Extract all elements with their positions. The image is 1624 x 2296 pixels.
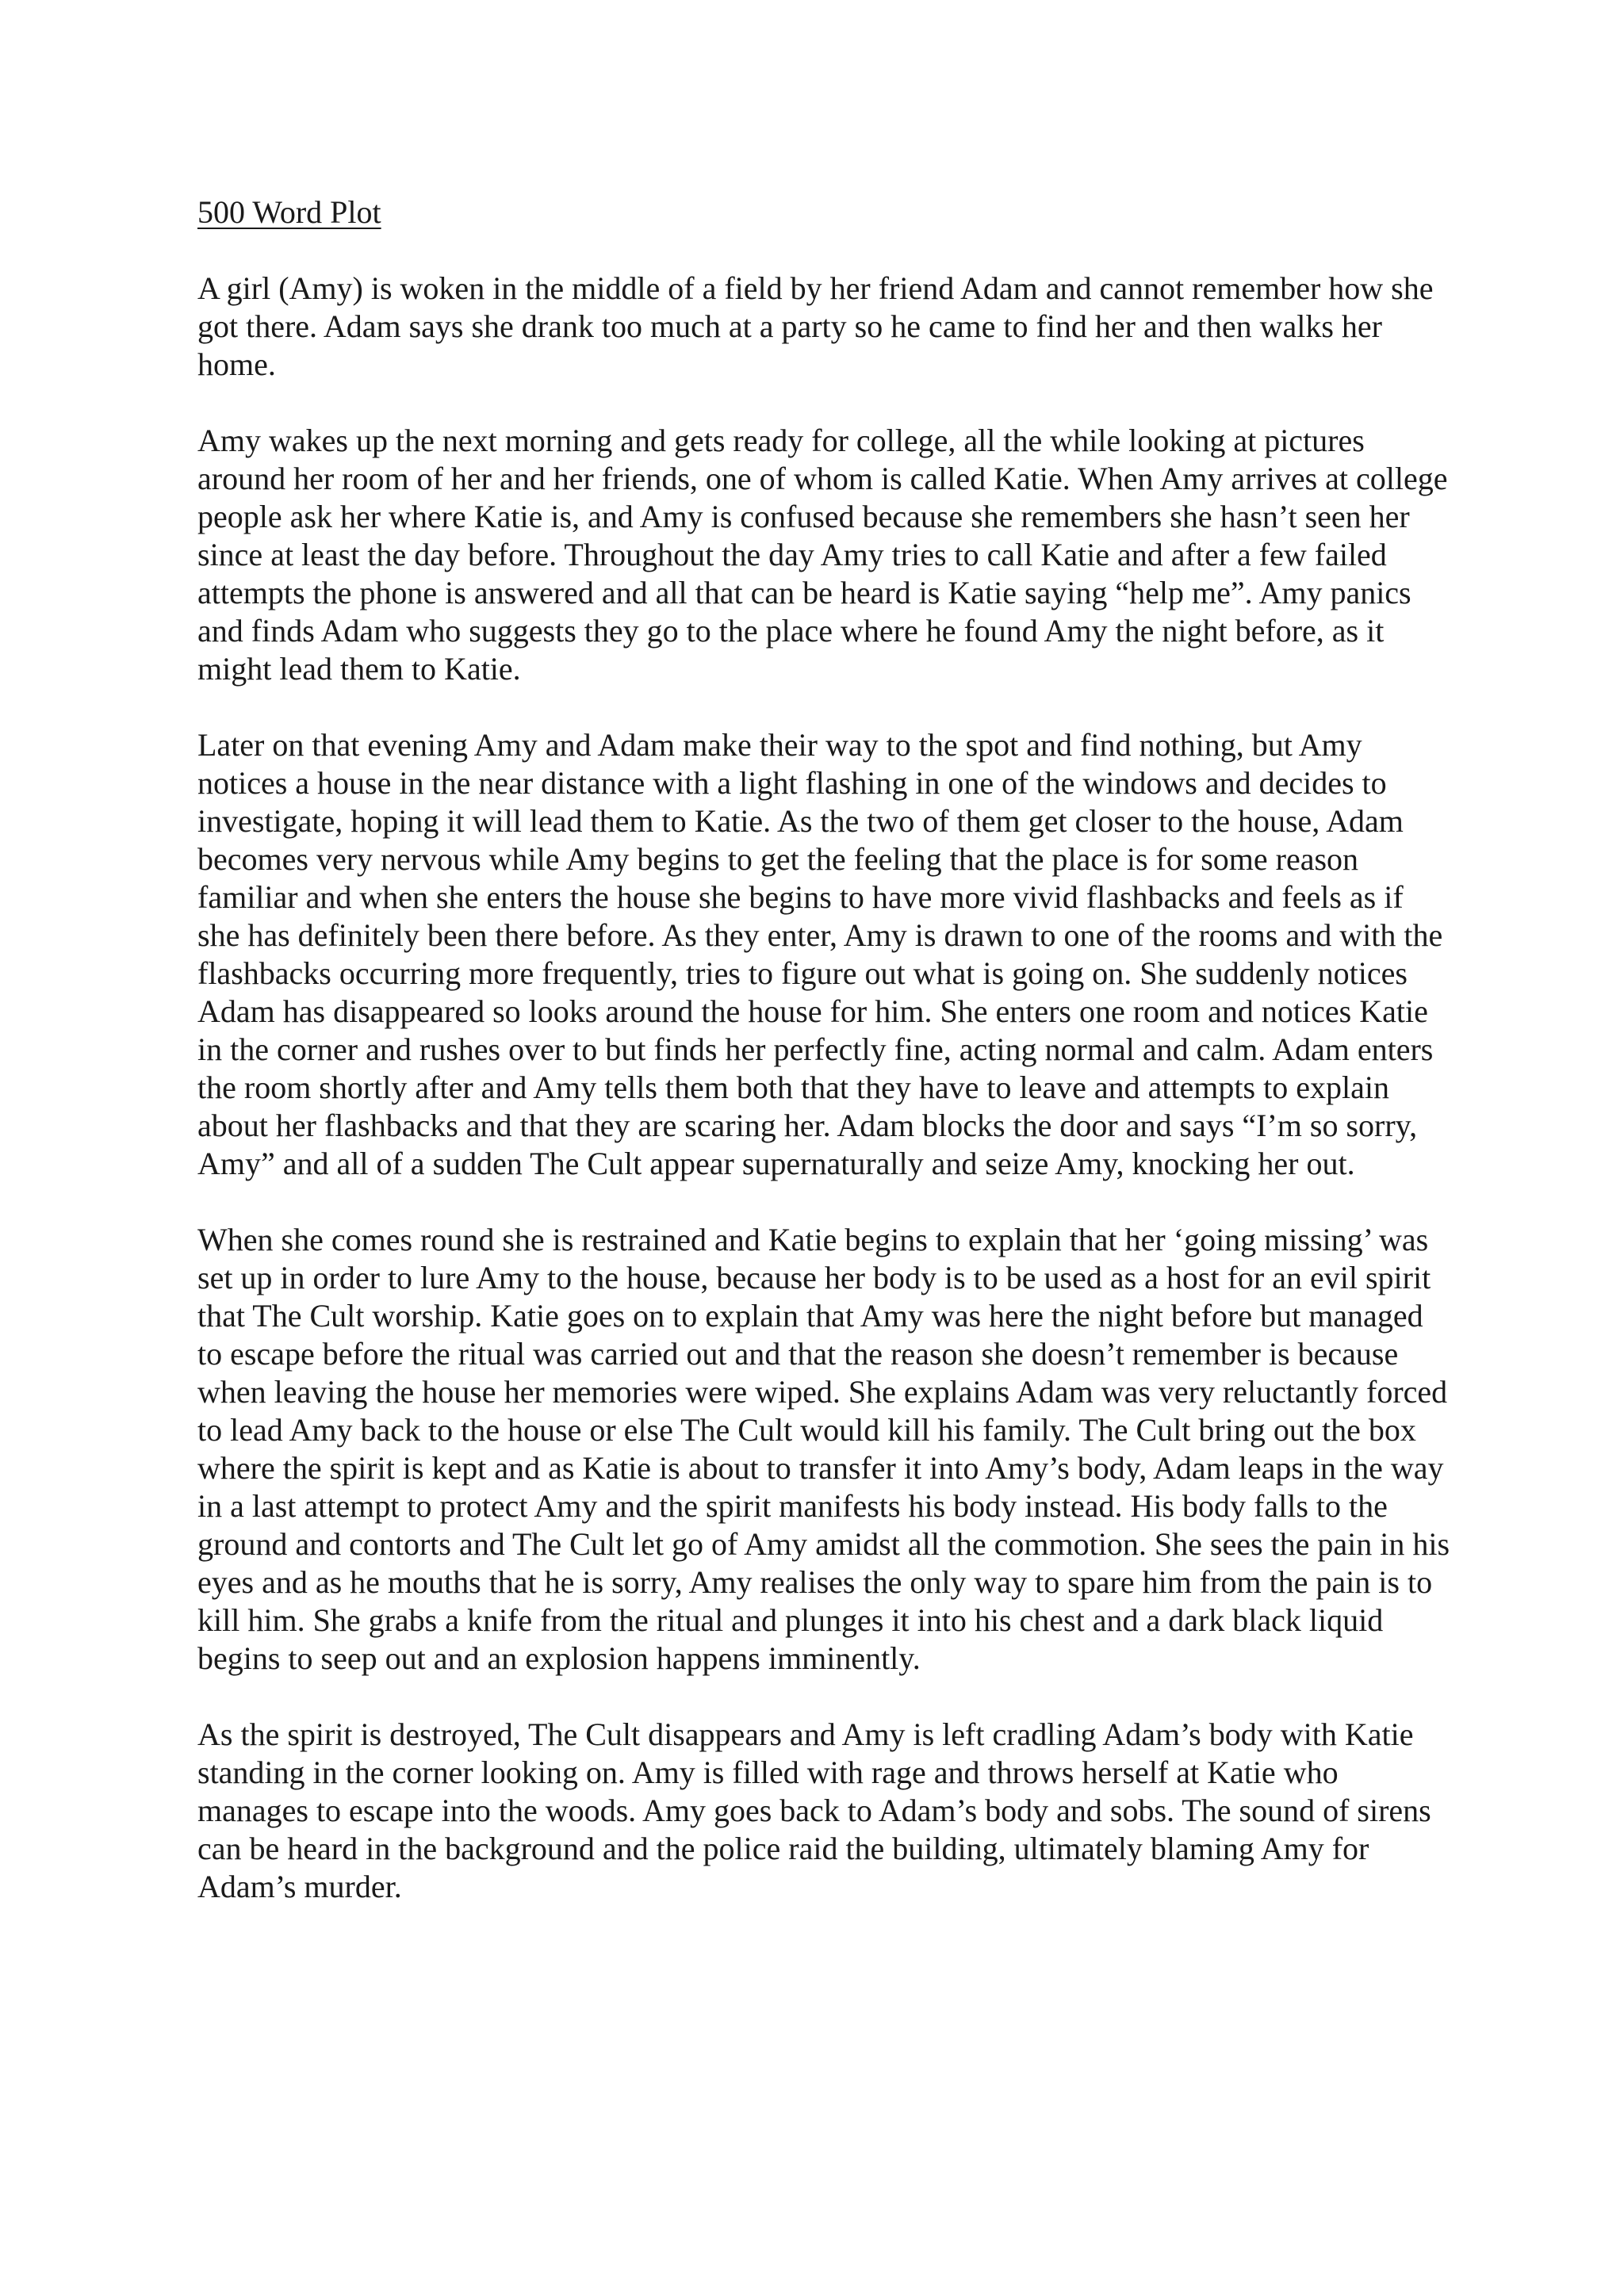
paragraph-ending: As the spirit is destroyed, The Cult disappears and Amy is left cradling Adam’s body with Katie standing in the corner looking on. Amy is filled with rage and throws herself at Katie who manages to escape into the woods. Amy goes back to Adam’s body and sobs. The sound of sirens can be heard in the background and the police raid the building, ultimately blaming Amy for Adam’s murder. xyxy=(197,1716,1431,1904)
paragraph-intro: A girl (Amy) is woken in the middle of a field by her friend Adam and cannot remember how she got there. Adam says she drank too much at a party so he came to find her and then walks her home. xyxy=(197,270,1434,382)
document-body xyxy=(197,193,1450,1944)
document-title: 500 Word Plot xyxy=(197,194,381,230)
paragraph-ritual: When she comes round she is restrained and Katie begins to explain that her ‘going missing’ was set up in order to lure Amy to the house, because her body is to be used as a host for an evil spirit that The Cult worship. Katie goes on to explain that Amy was here the night before but managed to escape before the ritual was carried out and that the reason she doesn’t remember is because when leaving the house her memories were wiped. She explains Adam was very reluctantly forced to lead Amy back to the house or else The Cult would kill his family. The Cult bring out the box where the spirit is kept and as Katie is about to transfer it into Amy’s body, Adam leaps in the way in a last attempt to protect Amy and the spirit manifests his body instead. His body falls to the ground and contorts and The Cult let go of Amy amidst all the commotion. She sees the pain in his eyes and as he mouths that he is sorry, Amy realises the only way to spare him from the pain is to kill him. She grabs a knife from the ritual and plunges it into his chest and a dark black liquid begins to seep out and an explosion happens imminently. xyxy=(197,1222,1450,1676)
paragraph-college: Amy wakes up the next morning and gets ready for college, all the while looking at pictures around her room of her and her friends, one of whom is called Katie. When Amy arrives at college people ask her where Katie is, and Amy is confused because she remembers she hasn’t seen her since at least the day before. Throughout the day Amy tries to call Katie and after a few failed attempts the phone is answered and all that can be heard is Katie saying “help me”. Amy panics and finds Adam who suggests they go to the place where he found Amy the night before, as it might lead them to Katie. xyxy=(197,423,1448,687)
paragraph-house: Later on that evening Amy and Adam make their way to the spot and find nothing, but Amy notices a house in the near distance with a light flashing in one of the windows and decides to investigate, hoping it will lead them to Katie. As the two of them get closer to the house, Adam becomes very nervous while Amy begins to get the feeling that the place is for some reason familiar and when she enters the house she begins to have more vivid flashbacks and feels as if she has definitely been there before. As they enter, Amy is drawn to one of the rooms and with the flashbacks occurring more frequently, tries to figure out what is going on. She suddenly notices Adam has disappeared so looks around the house for him. She enters one room and notices Katie in the corner and rushes over to but finds her perfectly fine, acting normal and calm. Adam enters the room shortly after and Amy tells them both that they have to leave and attempts to explain about her flashbacks and that they are scaring her. Adam blocks the door and says “I’m so sorry, Amy” and all of a sudden The Cult appear supernaturally and seize Amy, knocking her out. xyxy=(197,727,1443,1181)
